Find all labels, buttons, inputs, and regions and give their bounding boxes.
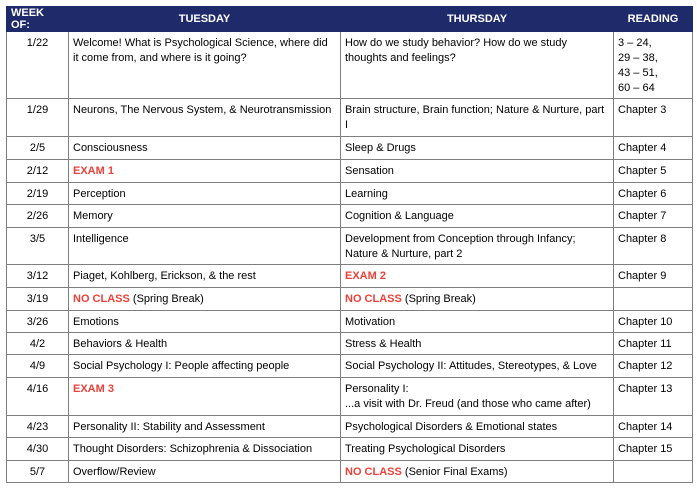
- table-row: [7, 438, 693, 461]
- table-row: [7, 378, 693, 416]
- topic-text: Motivation: [345, 316, 396, 328]
- thursday-cell: [341, 228, 614, 265]
- table-row: [7, 228, 693, 265]
- topic-text: Sensation: [345, 165, 394, 177]
- thursday-cell: [341, 288, 614, 311]
- table-row: [7, 32, 693, 99]
- week-cell: 3/12: [7, 265, 69, 288]
- tuesday-cell: [69, 288, 341, 311]
- topic-text: Memory: [73, 210, 113, 222]
- topic-text: Thought Disorders: Schizophrenia & Dissociation: [73, 443, 313, 455]
- table-row: [7, 265, 693, 288]
- topic-text: Learning: [345, 188, 388, 200]
- reading-cell: [614, 228, 693, 265]
- reading-text: Chapter 12: [618, 360, 673, 372]
- reading-cell: [614, 265, 693, 288]
- topic-text: (Senior Final Exams): [401, 466, 508, 478]
- reading-cell: [614, 183, 693, 205]
- week-cell: 2/12: [7, 160, 69, 183]
- highlight-text: EXAM 2: [345, 270, 386, 282]
- week-cell: 1/29: [7, 99, 69, 137]
- topic-text: Brain structure, Brain function; Nature & Nurture, part I: [345, 104, 605, 131]
- reading-text: Chapter 7: [618, 210, 667, 222]
- reading-text: 29 – 38,: [618, 52, 658, 64]
- topic-text: Piaget, Kohlberg, Erickson, & the rest: [73, 270, 256, 282]
- tuesday-cell: [69, 228, 341, 265]
- topic-text: Personality II: Stability and Assessment: [73, 421, 265, 433]
- highlight-text: EXAM 3: [73, 383, 114, 395]
- reading-text: 43 – 51,: [618, 67, 658, 79]
- reading-text: Chapter 6: [618, 188, 667, 200]
- table-row: [7, 183, 693, 205]
- table-row: [7, 416, 693, 438]
- tuesday-cell: [69, 333, 341, 355]
- reading-text: Chapter 5: [618, 165, 667, 177]
- reading-cell: [614, 288, 693, 311]
- thursday-cell: [341, 160, 614, 183]
- topic-text: Intelligence: [73, 233, 129, 245]
- reading-cell: [614, 355, 693, 378]
- topic-text: Emotions: [73, 316, 119, 328]
- reading-cell: [614, 205, 693, 228]
- reading-cell: [614, 333, 693, 355]
- topic-text: Social Psychology I: People affecting people: [73, 360, 290, 372]
- topic-text: (Spring Break): [401, 293, 476, 305]
- reading-cell: [614, 137, 693, 160]
- topic-text: Neurons, The Nervous System, & Neurotransmission: [73, 104, 332, 116]
- reading-text: Chapter 11: [618, 338, 672, 350]
- reading-text: Chapter 3: [618, 104, 667, 116]
- tuesday-cell: [69, 160, 341, 183]
- topic-text: Consciousness: [73, 142, 148, 154]
- week-cell: 2/5: [7, 137, 69, 160]
- reading-text: Chapter 10: [618, 316, 673, 328]
- week-cell: 2/26: [7, 205, 69, 228]
- week-cell: 1/22: [7, 32, 69, 99]
- thursday-cell: [341, 32, 614, 99]
- reading-cell: [614, 160, 693, 183]
- table-row: [7, 333, 693, 355]
- thursday-cell: [341, 333, 614, 355]
- thursday-cell: [341, 137, 614, 160]
- thursday-cell: [341, 205, 614, 228]
- topic-text: How do we study behavior? How do we study thoughts and feelings?: [345, 37, 567, 64]
- thursday-cell: [341, 378, 614, 416]
- topic-text: Cognition & Language: [345, 210, 454, 222]
- highlight-text: NO CLASS: [345, 293, 402, 305]
- tuesday-cell: [69, 265, 341, 288]
- table-header: [7, 7, 693, 32]
- topic-text: (Spring Break): [129, 293, 204, 305]
- week-cell: 4/16: [7, 378, 69, 416]
- header-thursday: THURSDAY: [341, 7, 614, 32]
- week-cell: 2/19: [7, 183, 69, 205]
- reading-text: Chapter 15: [618, 443, 673, 455]
- thursday-cell: [341, 311, 614, 333]
- table-row: [7, 137, 693, 160]
- topic-text: Development from Conception through Infancy; Nature & Nurture, part 2: [345, 233, 576, 260]
- topic-text: Welcome! What is Psychological Science, where did it come from, and where is it going?: [73, 37, 328, 64]
- reading-text: Chapter 14: [618, 421, 673, 433]
- topic-text: Psychological Disorders & Emotional states: [345, 421, 558, 433]
- tuesday-cell: [69, 378, 341, 416]
- thursday-cell: [341, 355, 614, 378]
- table-row: [7, 205, 693, 228]
- table-row: [7, 160, 693, 183]
- tuesday-cell: [69, 205, 341, 228]
- topic-text: ...a visit with Dr. Freud (and those who came after): [345, 398, 591, 410]
- tuesday-cell: [69, 416, 341, 438]
- topic-text: Stress & Health: [345, 338, 422, 350]
- reading-text: Chapter 8: [618, 233, 667, 245]
- schedule-table: [6, 6, 693, 483]
- thursday-cell: [341, 416, 614, 438]
- table-row: [7, 461, 693, 483]
- header-week: WEEK OF:: [7, 7, 69, 32]
- topic-text: Treating Psychological Disorders: [345, 443, 506, 455]
- reading-cell: [614, 438, 693, 461]
- reading-cell: [614, 461, 693, 483]
- reading-text: 3 – 24,: [618, 37, 652, 49]
- week-cell: 3/5: [7, 228, 69, 265]
- thursday-cell: [341, 265, 614, 288]
- reading-text: Chapter 4: [618, 142, 667, 154]
- reading-text: 60 – 64: [618, 82, 655, 94]
- thursday-cell: [341, 461, 614, 483]
- highlight-text: EXAM 1: [73, 165, 114, 177]
- table-row: [7, 355, 693, 378]
- tuesday-cell: [69, 355, 341, 378]
- schedule-wrapper: [6, 6, 693, 483]
- reading-cell: [614, 378, 693, 416]
- week-cell: 4/30: [7, 438, 69, 461]
- table-row: [7, 311, 693, 333]
- header-tuesday: TUESDAY: [69, 7, 341, 32]
- topic-text: Perception: [73, 188, 126, 200]
- tuesday-cell: [69, 311, 341, 333]
- topic-text: Overflow/Review: [73, 466, 156, 478]
- thursday-cell: [341, 99, 614, 137]
- thursday-cell: [341, 183, 614, 205]
- tuesday-cell: [69, 461, 341, 483]
- week-cell: 4/23: [7, 416, 69, 438]
- week-cell: 3/26: [7, 311, 69, 333]
- thursday-cell: [341, 438, 614, 461]
- reading-text: Chapter 9: [618, 270, 667, 282]
- week-cell: 3/19: [7, 288, 69, 311]
- week-cell: 4/9: [7, 355, 69, 378]
- tuesday-cell: [69, 438, 341, 461]
- table-row: [7, 99, 693, 137]
- highlight-text: NO CLASS: [73, 293, 130, 305]
- reading-cell: [614, 32, 693, 99]
- reading-cell: [614, 416, 693, 438]
- header-row: [7, 7, 693, 32]
- topic-text: Social Psychology II: Attitudes, Stereotypes, & Love: [345, 360, 597, 372]
- reading-cell: [614, 311, 693, 333]
- table-row: [7, 288, 693, 311]
- topic-text: Personality I:: [345, 383, 409, 395]
- header-reading: READING: [614, 7, 693, 32]
- week-cell: 5/7: [7, 461, 69, 483]
- week-cell: 4/2: [7, 333, 69, 355]
- highlight-text: NO CLASS: [345, 466, 402, 478]
- reading-text: Chapter 13: [618, 383, 673, 395]
- reading-cell: [614, 99, 693, 137]
- tuesday-cell: [69, 183, 341, 205]
- table-body: [7, 32, 693, 483]
- tuesday-cell: [69, 99, 341, 137]
- topic-text: Sleep & Drugs: [345, 142, 416, 154]
- topic-text: Behaviors & Health: [73, 338, 168, 350]
- tuesday-cell: [69, 137, 341, 160]
- tuesday-cell: [69, 32, 341, 99]
